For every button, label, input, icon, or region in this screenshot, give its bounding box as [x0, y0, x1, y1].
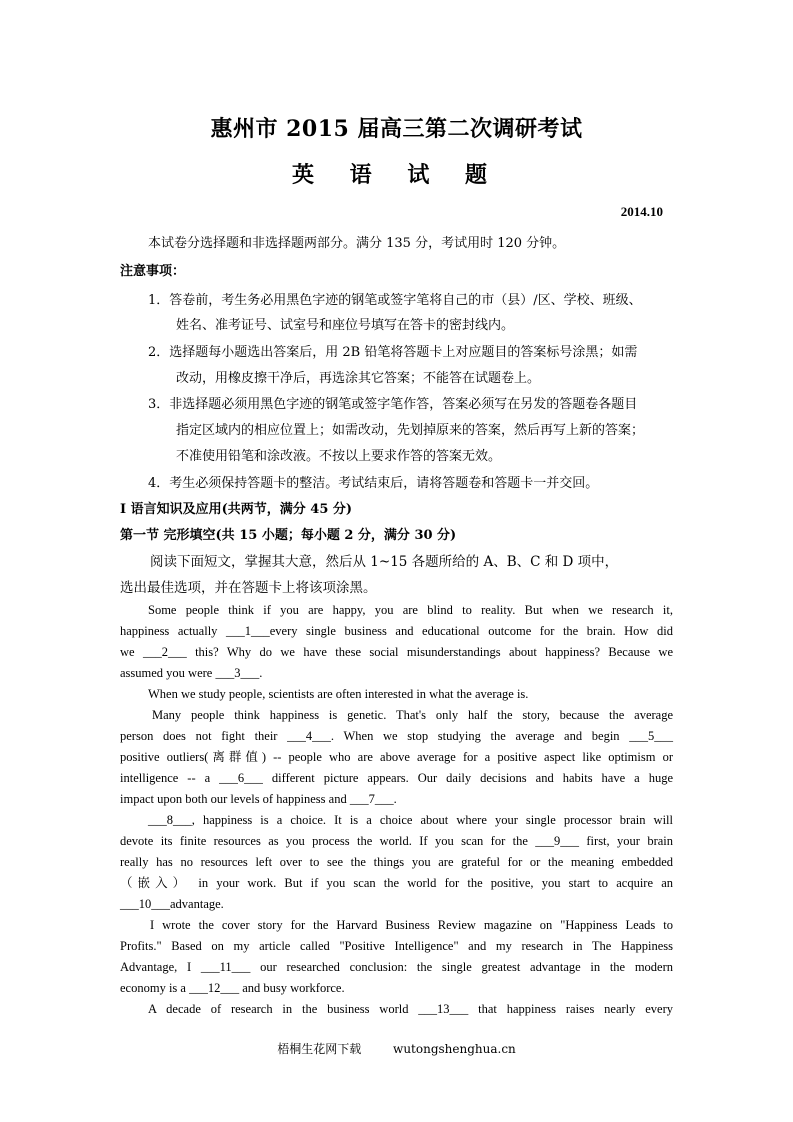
section1-heading: 第一节 完形填空(共 15 小题；每小题 2 分，满分 30 分) — [120, 528, 457, 543]
exam-date: 2014.10 — [620, 204, 663, 219]
note-2-line1: 2．选择题每小题选出答案后，用 2B 铅笔将答题卡上对应题目的答案标号涂黑；如需 — [148, 345, 638, 360]
note-4-line1: 4．考生必须保持答题卡的整洁。考试结束后，请将答题卷和答题卡一并交回。 — [148, 476, 599, 491]
passage-p1-line3: we ___2___ this? Why do we have these social misunderstandings about happiness? Because we — [120, 645, 673, 659]
intro-text: 本试卷分选择题和非选择题两部分。满分 135 分，考试用时 120 分钟。 — [148, 236, 566, 251]
note-1-line2: 姓名、准考证号、试室号和座位号填写在答卡的密封线内。 — [176, 318, 515, 333]
instruction-line1: 阅读下面短文，掌握其大意，然后从 1~15 各题所给的 A、B、C 和 D 项中， — [150, 554, 619, 570]
footer-site-name: 梧桐生花网下载 — [277, 1042, 362, 1056]
passage-p3-line3: positive outliers(离群值) -- people who are above average for a positive aspect like optimism or — [120, 750, 673, 764]
passage-p4-line4: （嵌入） in your work. But if you scan the world for the positive, you start to acquire an — [120, 876, 673, 890]
passage-p3-line2: person does not fight their ___4___. When we stop studying the average and begin ___5___ — [120, 729, 673, 743]
part1-heading: Ⅰ 语言知识及应用(共两节，满分 45 分) — [120, 502, 353, 517]
passage-p4-line3: really has no resources left over to see the things you are grateful for or the meaning embedded — [120, 855, 673, 869]
passage-p5-line2: Profits." Based on my article called "Positive Intelligence" and my research in The Happiness — [120, 939, 673, 953]
note-3-line2: 指定区域内的相应位置上；如需改动，先划掉原来的答案，然后再写上新的答案； — [176, 423, 645, 438]
passage-p1-line1: Some people think if you are happy, you are blind to reality. But when we research it, — [148, 603, 673, 617]
footer-site-url[interactable]: wutongshenghua.cn — [393, 1042, 516, 1056]
passage-p3-line1: Many people think happiness is genetic. That's only half the story, because the average — [152, 708, 673, 722]
page-title: 惠州市 2015 届高三第二次调研考试 — [210, 116, 583, 142]
page-footer — [0, 1040, 793, 1057]
note-1-line1: 1．答卷前，考生务必用黑色字迹的钢笔或签字笔将自己的市（县）/区、学校、班级、 — [148, 293, 642, 308]
instruction-line2: 选出最佳选项，并在答题卡上将该项涂黑。 — [120, 580, 377, 596]
passage-p3-line5: impact upon both our levels of happiness and ___7___. — [120, 792, 397, 806]
passage-p1-line4: assumed you were ___3___. — [120, 666, 263, 680]
passage-p6-line1: A decade of research in the business world ___13___ that happiness raises nearly every — [148, 1002, 673, 1016]
note-3-line3: 不准使用铅笔和涂改液。不按以上要求作答的答案无效。 — [176, 449, 502, 464]
passage-p5-line1: I wrote the cover story for the Harvard Business Review magazine on "Happiness Leads to — [150, 918, 673, 932]
note-2-line2: 改动，用橡皮擦干净后，再选涂其它答案；不能答在试题卷上。 — [176, 371, 541, 386]
page-subtitle: 英 语 试 题 — [292, 162, 501, 188]
passage-p5-line3: Advantage, I ___11___ our researched conclusion: the single greatest advantage in the modern — [120, 960, 673, 974]
passage-p4-line5: ___10___advantage. — [120, 897, 224, 911]
passage-p5-line4: economy is a ___12___ and busy workforce. — [120, 981, 345, 995]
passage-p2: When we study people, scientists are often interested in what the average is. — [148, 687, 529, 701]
passage-p3-line4: intelligence -- a ___6___ different picture appears. Our daily decisions and habits have a huge — [120, 771, 673, 785]
notes-heading: 注意事项： — [120, 264, 186, 279]
note-3-line1: 3．非选择题必须用黑色字迹的钢笔或签字笔作答，答案必须写在另发的答题卷各题目 — [148, 397, 638, 412]
passage-p4-line1: ___8___, happiness is a choice. It is a choice about where your single processor brain will — [148, 813, 673, 827]
passage-p1-line2: happiness actually ___1___every single business and educational outcome for the brain. How did — [120, 624, 673, 638]
passage-p4-line2: devote its finite resources as you process the world. If you scan for the ___9___ first, your brain — [120, 834, 673, 848]
